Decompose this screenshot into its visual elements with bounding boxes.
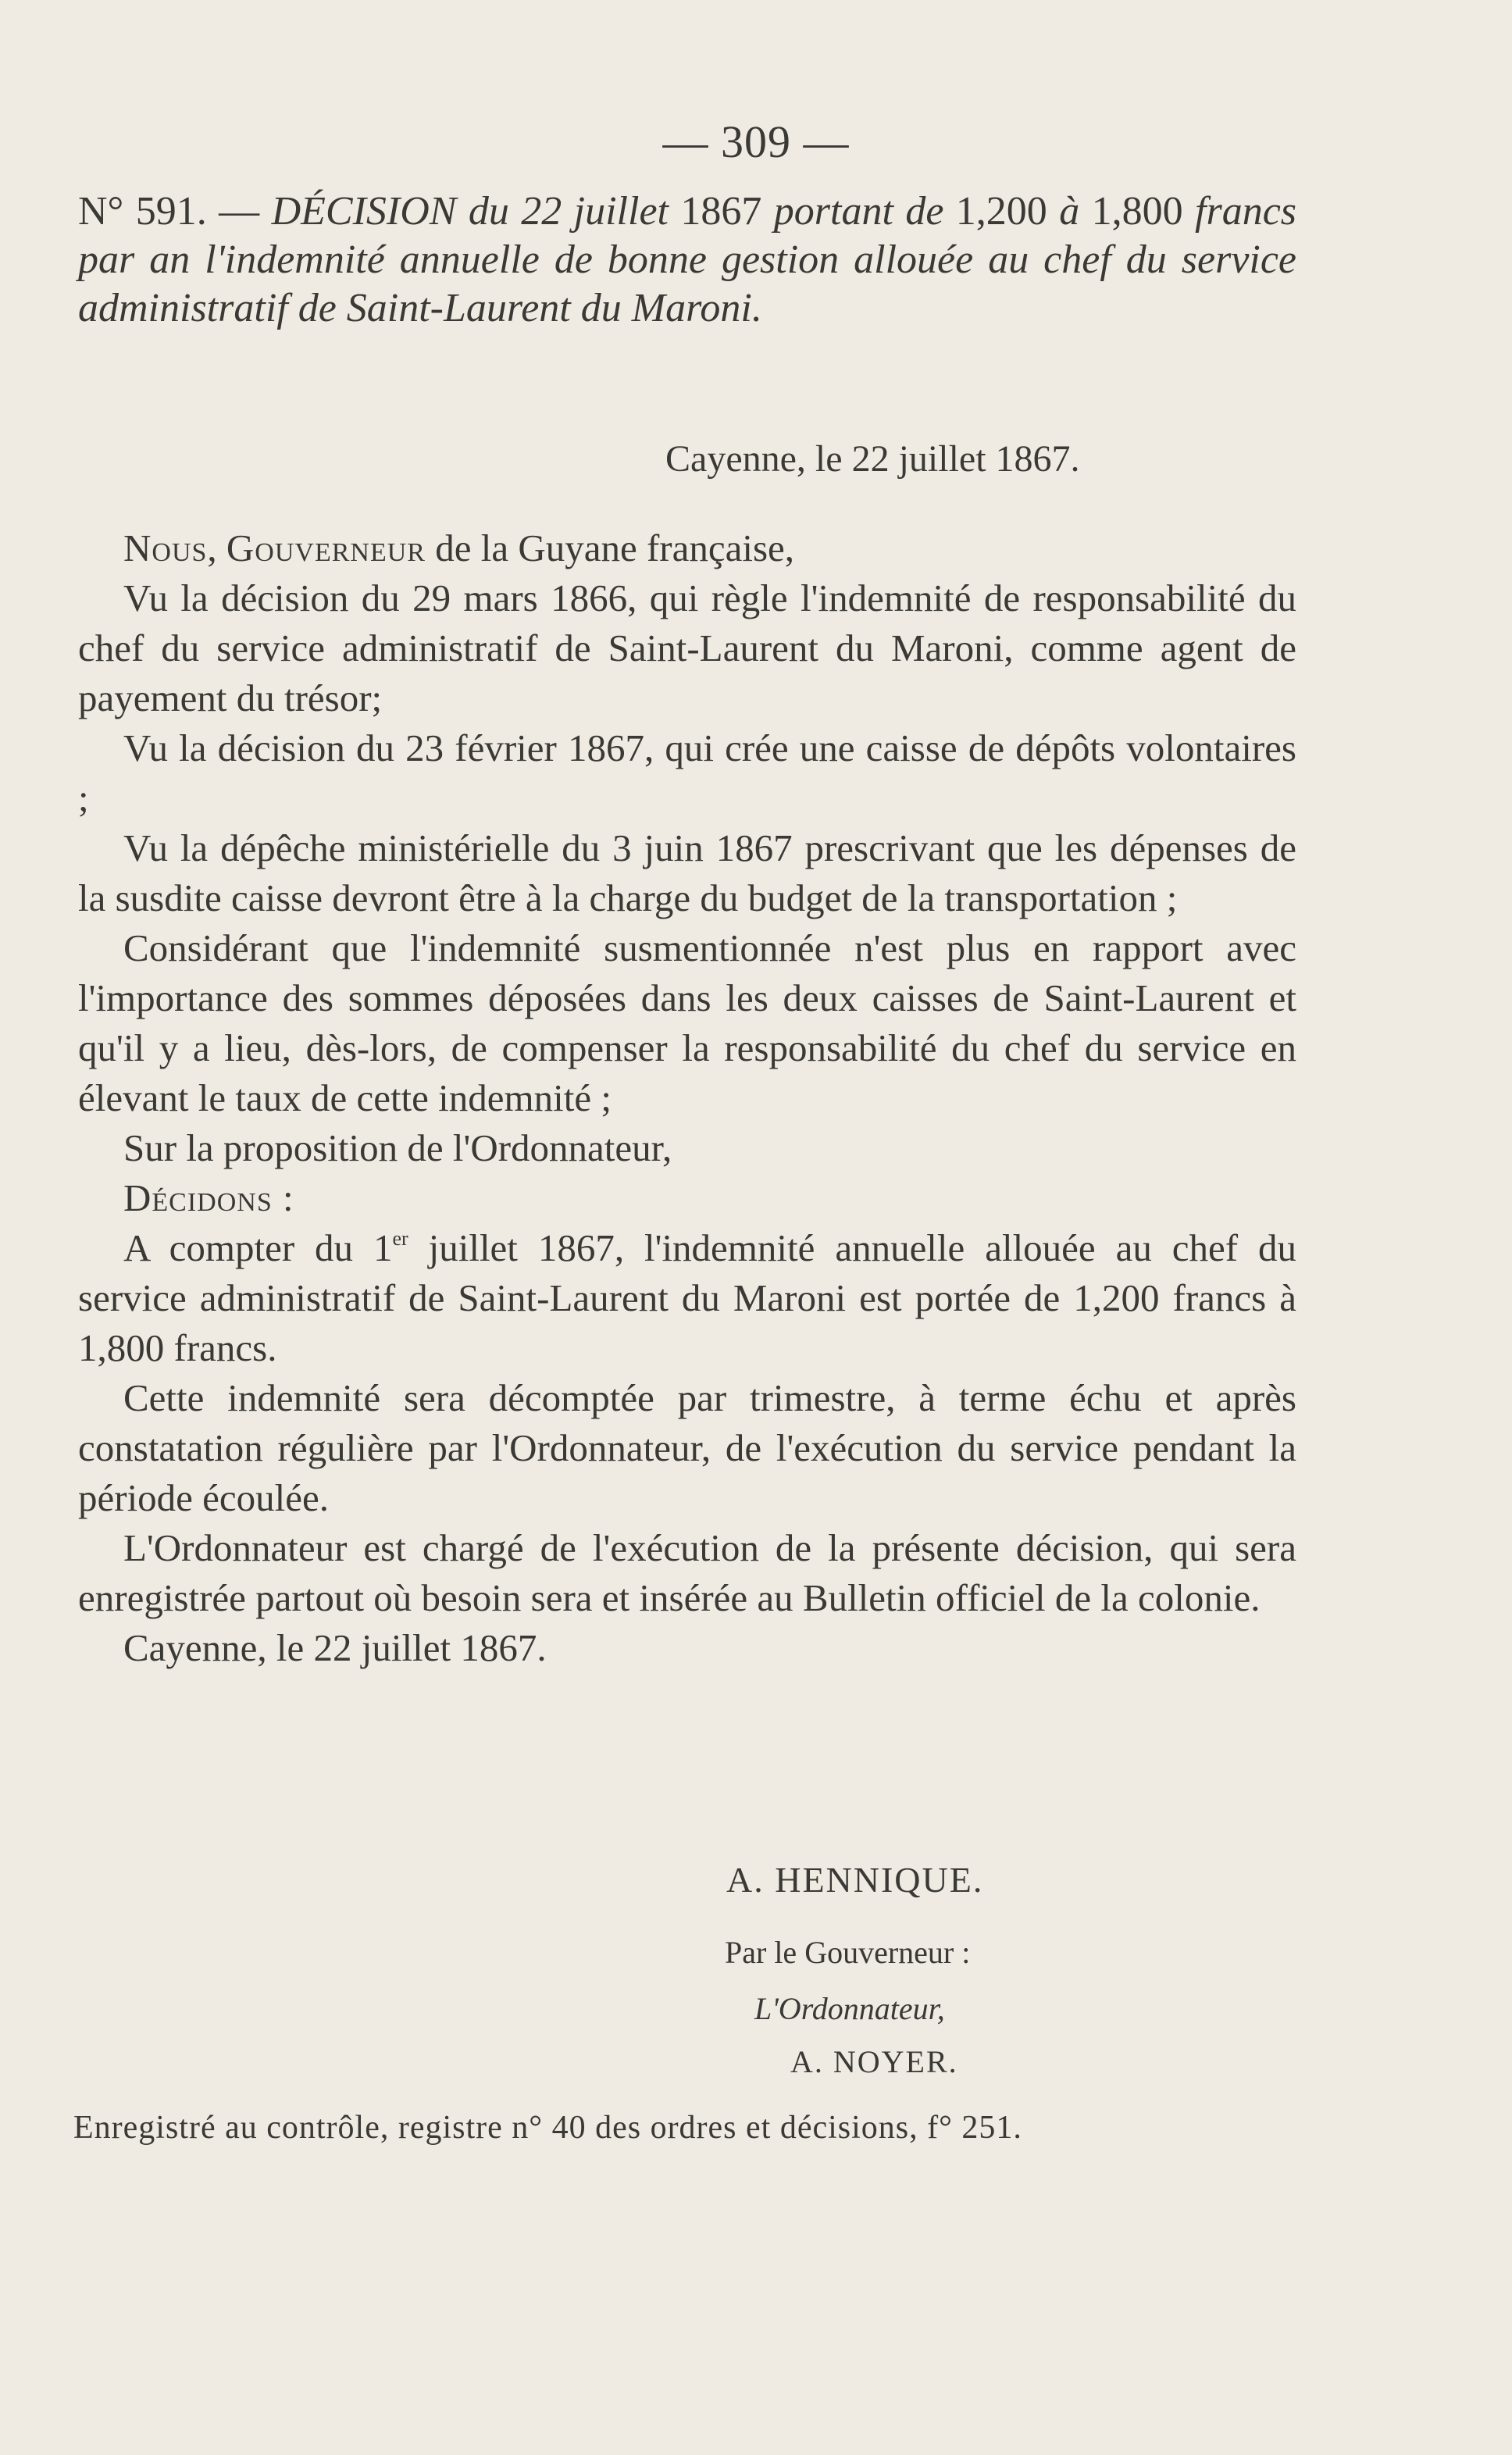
place-date: Cayenne, le 22 juillet 1867.: [665, 438, 1080, 480]
heading-tail: francs par an l'indemnité annuelle de bonne gestion allouée au chef du service administratif de Saint-Laurent du Maroni.: [78, 189, 1297, 330]
heading-title: DÉCISION: [271, 189, 457, 234]
paragraph-closing-date: Cayenne, le 22 juillet 1867.: [123, 1626, 547, 1669]
paragraph-article-1: [78, 1223, 1296, 1373]
paragraph-vu-3: Vu la dépêche ministérielle du 3 juin 1867 prescrivant que les dépenses de la susdite caisse devront être à la charge du budget de la transportation ;: [78, 826, 1296, 919]
signature-name: A. HENNIQUE.: [726, 1860, 984, 1900]
decision-body: [78, 523, 1296, 1673]
heading-a: à: [1059, 189, 1080, 234]
heading-part-a: du: [456, 189, 522, 234]
paragraph-article-3: L'Ordonnateur est chargé de l'exécution de la présente décision, qui sera enregistrée partout où besoin sera et insérée au Bulletin officiel de la colonie.: [78, 1526, 1296, 1619]
paragraph-vu-1: Vu la décision du 29 mars 1866, qui règle l'indemnité de responsabilité du chef du service administratif de Saint-Laurent du Maroni, comme agent de payement du trésor;: [78, 576, 1296, 719]
article-1-b: juillet 1867, l'indemnité annuelle allouée au chef du service administratif de Saint-Laurent du Maroni est portée de 1,200 francs à 1,800 francs.: [78, 1226, 1296, 1369]
heading-text: portant de: [773, 189, 944, 234]
preamble-sep: ,: [207, 526, 226, 569]
paragraph-article-2: Cette indemnité sera décomptée par trimestre, à terme échu et après constatation régulière par l'Ordonnateur, de l'exécution du service pendant la période écoulée.: [78, 1376, 1296, 1519]
paragraph-decidons: Décidons :: [123, 1176, 294, 1219]
registration-footer: Enregistré au contrôle, registre n° 40 des ordres et décisions, f° 251.: [73, 2110, 1022, 2146]
page-number: — 309 —: [662, 116, 850, 167]
paragraph-proposition: Sur la proposition de l'Ordonnateur,: [123, 1126, 672, 1169]
signature-role: L'Ordonnateur,: [754, 1991, 945, 2026]
nous-word: Nous: [123, 526, 208, 569]
heading-part-c: 1,200: [943, 189, 1060, 234]
signature-par: Par le Gouverneur :: [725, 1935, 971, 1970]
signature-name-2: A. NOYER.: [790, 2044, 958, 2079]
paragraph-vu-2: Vu la décision du 23 février 1867, qui crée une caisse de dépôts volontaires ;: [78, 726, 1296, 819]
heading-part-d: 1,800: [1079, 189, 1196, 234]
paragraph-considerant: Considérant que l'indemnité susmentionnée n'est plus en rapport avec l'importance des sommes déposées dans les deux caisses de Saint-Laurent et qu'il y a lieu, dès-lors, de compenser la responsabilité du chef du service en élevant le taux de cette indemnité ;: [78, 926, 1296, 1119]
article-1-sup: er: [392, 1227, 408, 1250]
preamble-rest: de la Guyane française,: [425, 526, 795, 569]
paragraph-preamble: [78, 523, 1296, 573]
decision-heading: [78, 187, 1296, 333]
heading-part-b: 1867: [668, 189, 774, 234]
decision-number: N° 591. —: [78, 189, 272, 234]
heading-date: 22 juillet: [521, 189, 669, 234]
gouverneur-word: Gouverneur: [226, 526, 426, 569]
article-1-a: A compter du 1: [123, 1226, 393, 1269]
